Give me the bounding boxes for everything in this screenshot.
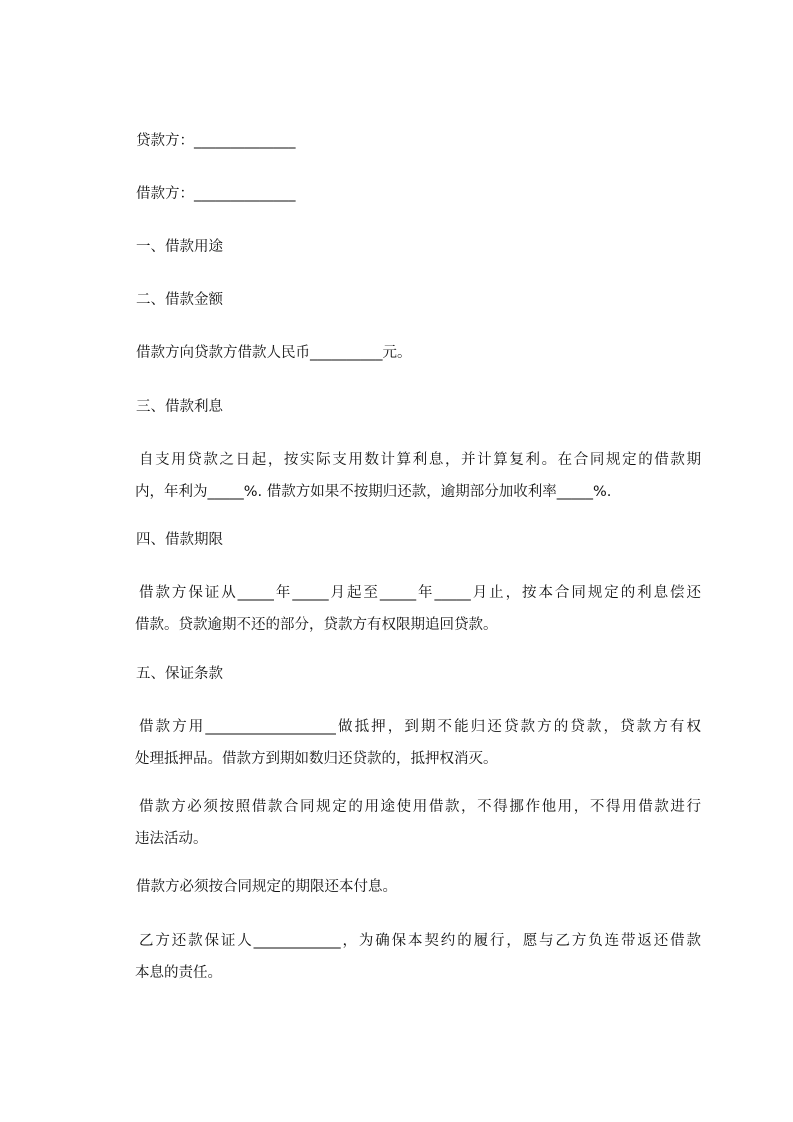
section-heading-purpose: 一、借款用途 — [136, 239, 223, 255]
amount-clause: 借款方向贷款方借款人民币__________元。 — [136, 345, 412, 361]
guarantor-clause-line-1: 乙方还款保证人____________，为确保本契约的履行，愿与乙方负连带返还借款 — [139, 933, 701, 949]
interest-clause — [136, 444, 701, 508]
usage-clause — [136, 791, 701, 855]
collateral-clause-line-2: 处理抵押品。借款方到期如数归还贷款的，抵押权消灭。 — [135, 751, 498, 767]
guarantor-clause — [136, 925, 701, 989]
collateral-clause-line-1: 借款方用__________________做抵押，到期不能归还贷款方的贷款，贷款方有权 — [139, 719, 701, 735]
usage-clause-line-1: 借款方必须按照借款合同规定的用途使用借款，不得挪作他用，不得用借款进行 — [139, 799, 701, 815]
interest-clause-line-1: 自支用贷款之日起，按实际支用数计算利息，并计算复利。在合同规定的借款期 — [139, 452, 701, 468]
section-heading-interest: 三、借款利息 — [136, 399, 223, 415]
repayment-clause: 借款方必须按合同规定的期限还本付息。 — [136, 879, 397, 895]
term-clause — [136, 577, 701, 641]
usage-clause-line-2: 违法活动。 — [135, 831, 208, 847]
section-heading-guarantee: 五、保证条款 — [136, 666, 223, 682]
interest-clause-line-2: 内，年利为_____%. 借款方如果不按期归还款，逾期部分加收利率_____%. — [135, 484, 612, 500]
lender-field: 贷款方：______________ — [136, 133, 296, 149]
collateral-clause — [136, 711, 701, 775]
section-heading-amount: 二、借款金额 — [136, 292, 223, 308]
term-clause-line-1: 借款方保证从_____年_____月起至_____年_____月止，按本合同规定的利息偿还 — [139, 585, 701, 601]
guarantor-clause-line-2: 本息的责任。 — [135, 965, 222, 981]
borrower-field: 借款方：______________ — [136, 186, 296, 202]
term-clause-line-2: 借款。贷款逾期不还的部分，贷款方有权限期追回贷款。 — [135, 617, 498, 633]
section-heading-term: 四、借款期限 — [136, 532, 223, 548]
